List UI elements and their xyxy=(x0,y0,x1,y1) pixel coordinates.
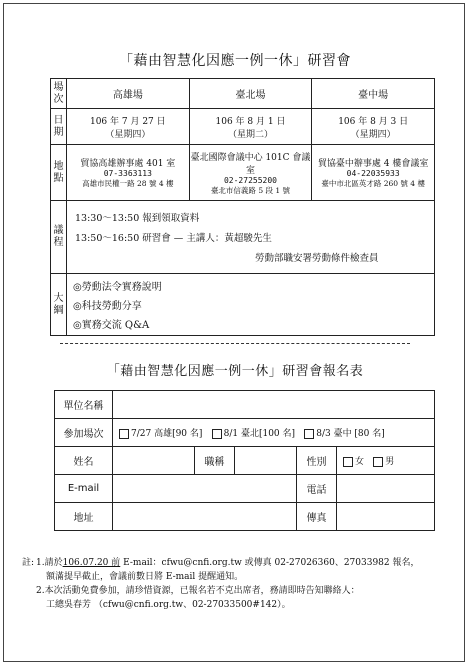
checkbox-icon[interactable] xyxy=(373,457,383,467)
note-1-body xyxy=(36,556,452,570)
venue-name-taichung: 臺中場 xyxy=(312,79,435,109)
location-address: 臺北市信義路 5 段 1 號 xyxy=(210,185,291,195)
date-row xyxy=(51,109,435,145)
notes xyxy=(22,556,452,612)
location-name: 貿協臺中辦事處 4 樓會議室 xyxy=(317,159,429,169)
unit-input[interactable] xyxy=(113,391,435,419)
option-label: 8/3 臺中 [80 名] xyxy=(316,429,385,439)
agenda-item: 13:30～13:50 報到領取資料 xyxy=(75,213,200,224)
venue-name-taipei: 臺北場 xyxy=(189,79,312,109)
location-kaohsiung xyxy=(67,145,190,201)
gender-option-male[interactable] xyxy=(373,454,394,467)
location-row xyxy=(51,145,435,201)
phone-label: 電話 xyxy=(297,475,337,503)
name-input[interactable] xyxy=(113,447,195,475)
unit-row xyxy=(55,391,435,419)
weekday-text: （星期四） xyxy=(350,129,396,140)
job-title-label: 職稱 xyxy=(195,447,235,475)
location-taipei xyxy=(189,145,312,201)
name-label: 姓名 xyxy=(55,447,113,475)
agenda-content xyxy=(67,201,435,274)
outline-item: ◎實務交流 Q&A xyxy=(73,320,150,331)
address-label: 地址 xyxy=(55,503,113,531)
option-label: 男 xyxy=(385,457,395,467)
note-deadline: 106.07.20 前 xyxy=(62,558,121,568)
gender-label: 性別 xyxy=(297,447,337,475)
checkbox-icon[interactable] xyxy=(304,429,314,439)
note-2-cont: 工總吳春芳 （cfwu@cnfi.org.tw、02-27033500#142）。 xyxy=(46,600,291,610)
outline-item: ◎勞動法令實務說明 xyxy=(73,282,162,293)
date-text: 106 年 8 月 1 日 xyxy=(215,116,286,127)
checkbox-icon[interactable] xyxy=(119,429,129,439)
note-1-cont: 額滿提早截止，會議前數日將 E-mail 提醒通知。 xyxy=(46,572,244,582)
outline-item: ◎科技勞動分享 xyxy=(73,301,142,312)
option-label: 8/1 臺北[100 名] xyxy=(223,429,296,439)
location-address: 臺中市北區英才路 260 號 4 樓 xyxy=(321,179,425,188)
option-label: 7/27 高雄[90 名] xyxy=(131,429,203,439)
agenda-row xyxy=(51,201,435,274)
gender-options xyxy=(337,447,435,475)
session-row xyxy=(55,419,435,447)
unit-label: 單位名稱 xyxy=(55,391,113,419)
date-text: 106 年 7 月 27 日 xyxy=(89,116,166,127)
page-title: 「藉由智慧化因應一例一休」研習會 xyxy=(119,53,351,69)
location-phone: 04-22035933 xyxy=(346,169,400,178)
email-input[interactable] xyxy=(113,475,297,503)
name-row xyxy=(55,447,435,475)
location-address: 高雄市民權一路 28 號 4 樓 xyxy=(82,179,174,188)
agenda-item: 勞動部職安署勞動條件檢查員 xyxy=(255,253,379,264)
session-label: 參加場次 xyxy=(55,419,113,447)
date-taipei xyxy=(189,109,312,145)
outline-content xyxy=(67,274,435,336)
form-title: 「藉由智慧化因應一例一休」研習會報名表 xyxy=(106,364,364,379)
date-text: 106 年 8 月 3 日 xyxy=(338,116,409,127)
weekday-text: （星期四） xyxy=(105,129,151,140)
session-option-taichung[interactable] xyxy=(304,426,385,439)
date-taichung xyxy=(312,109,435,145)
cut-line xyxy=(60,343,410,344)
address-input[interactable] xyxy=(113,503,297,531)
outline-header: 大綱 xyxy=(51,274,67,336)
notes-prefix: 註: xyxy=(22,558,35,568)
option-label: 女 xyxy=(355,457,365,467)
checkbox-icon[interactable] xyxy=(212,429,222,439)
location-phone: 07-3363113 xyxy=(103,169,152,178)
fax-input[interactable] xyxy=(337,503,435,531)
date-kaohsiung xyxy=(67,109,190,145)
seminar-info-table xyxy=(50,78,435,336)
weekday-text: （星期二） xyxy=(227,129,273,140)
email-label: E-mail xyxy=(55,475,113,503)
session-options xyxy=(113,419,435,447)
venue-name-kaohsiung: 高雄場 xyxy=(67,79,190,109)
location-name: 貿協高雄辦事處 401 室 xyxy=(80,159,176,169)
location-header: 地點 xyxy=(51,145,67,201)
location-taichung xyxy=(312,145,435,201)
venue-row xyxy=(51,79,435,109)
outline-row xyxy=(51,274,435,336)
fax-label: 傳真 xyxy=(297,503,337,531)
email-row xyxy=(55,475,435,503)
date-header: 日期 xyxy=(51,109,67,145)
location-phone: 02-27255200 xyxy=(223,175,277,185)
registration-form xyxy=(54,390,435,531)
location-name: 臺北國際會議中心 101C 會議室 xyxy=(190,152,311,176)
checkbox-icon[interactable] xyxy=(343,457,353,467)
job-title-input[interactable] xyxy=(235,447,297,475)
session-option-kaohsiung[interactable] xyxy=(119,426,202,439)
note-text: E-mail：cfwu@cnfi.org.tw 或傳真 02-27026360、27033982 報名， xyxy=(120,558,420,568)
venue-header: 場次 xyxy=(51,79,67,109)
session-option-taipei[interactable] xyxy=(212,426,295,439)
note-text: 1.請於 xyxy=(36,558,63,568)
agenda-item: 13:50～16:50 研習會 — 主講人：黃超駿先生 xyxy=(75,233,272,244)
note-2: 2.本次活動免費參加，請珍惜資源，已報名若不克出席者，務請即時告知聯絡人： xyxy=(36,586,360,596)
phone-input[interactable] xyxy=(337,475,435,503)
gender-option-female[interactable] xyxy=(343,454,364,467)
note-1 xyxy=(22,556,452,570)
agenda-header: 議程 xyxy=(51,201,67,274)
address-row xyxy=(55,503,435,531)
